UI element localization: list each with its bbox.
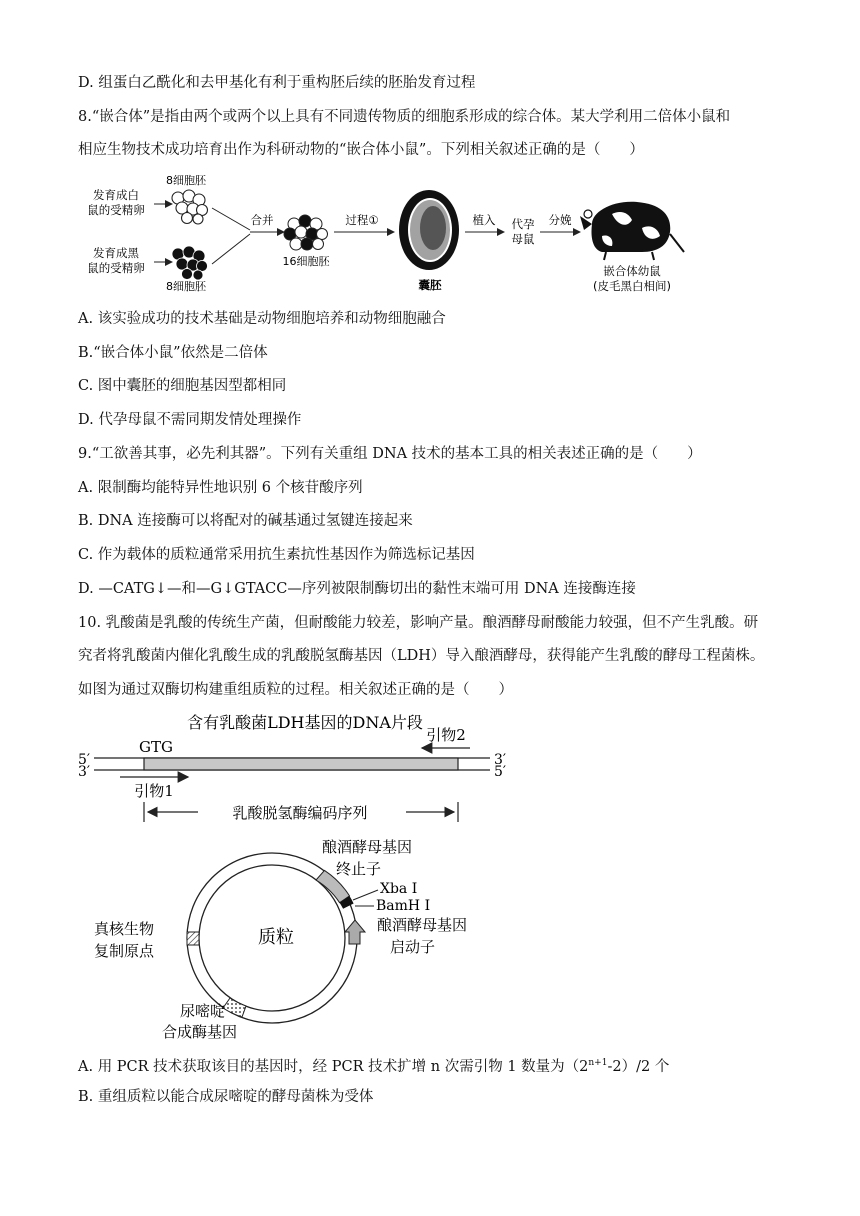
white-egg-label-2: 鼠的受精卵 bbox=[87, 203, 145, 217]
q9-option-c: C. 作为载体的质粒通常采用抗生素抗性基因作为筛选标记基因 bbox=[78, 547, 475, 563]
q7-option-d: D. 组蛋白乙酰化和去甲基化有利于重构胚后续的胚胎发育过程 bbox=[78, 75, 476, 91]
q9-option-b: B. DNA 连接酶可以将配对的碱基通过氢键连接起来 bbox=[78, 513, 413, 529]
process-1-label: 过程① bbox=[345, 213, 379, 227]
ura-label-2: 合成酶基因 bbox=[162, 1023, 238, 1041]
q10-option-b: B. 重组质粒以能合成尿嘧啶的酵母菌株为受体 bbox=[78, 1089, 374, 1105]
ori-label: 真核生物 bbox=[94, 920, 155, 938]
q8-option-c: C. 图中囊胚的细胞基因型都相同 bbox=[78, 378, 287, 394]
black-egg-label-2: 鼠的受精卵 bbox=[87, 261, 145, 275]
16-cell-embryo bbox=[284, 215, 328, 250]
birth-label: 分娩 bbox=[548, 213, 572, 227]
dna-fragment-title: 含有乳酸菌LDH基因的DNA片段 bbox=[187, 713, 423, 732]
white-8-cell-embryo bbox=[172, 190, 208, 224]
embryo-16-cell-label: 16细胞胚 bbox=[282, 255, 330, 268]
ori-label-2: 复制原点 bbox=[94, 942, 155, 960]
q8-option-a: A. 该实验成功的技术基础是动物细胞培养和动物细胞融合 bbox=[78, 311, 446, 327]
promoter-label: 酿酒酵母基因 bbox=[377, 916, 468, 934]
q10-stem-line1: 10. 乳酸菌是乳酸的传统生产菌，但耐酸能力较差，影响产量。酿酒酵母耐酸能力较强，但不产生乳酸。研 bbox=[78, 615, 759, 631]
q8-option-b: B.“嵌合体小鼠”依然是二倍体 bbox=[78, 345, 268, 361]
xba-i-label: Xba Ⅰ bbox=[380, 881, 418, 897]
surrogate-label-2: 母鼠 bbox=[511, 232, 535, 246]
q10-stem-line3: 如图为通过双酶切构建重组质粒的过程。相关叙述正确的是（ ） bbox=[78, 682, 513, 698]
terminator-label: 酿酒酵母基因 bbox=[322, 838, 413, 856]
chimera-mouse-diagram bbox=[72, 172, 692, 300]
embryo-8-cell-bottom-label: 8细胞胚 bbox=[166, 280, 206, 293]
q9-stem: 9.“工欲善其事，必先利其器”。下列有关重组 DNA 技术的基本工具的相关表述正确的是（ ） bbox=[78, 446, 702, 462]
black-8-cell-embryo bbox=[172, 246, 208, 280]
promoter-label-2: 启动子 bbox=[390, 938, 436, 956]
primer-2-label: 引物2 bbox=[426, 726, 466, 744]
chimera-pup-label-2: (皮毛黑白相间) bbox=[593, 279, 671, 293]
q10-option-a-exponent: n+1 bbox=[588, 1058, 608, 1068]
ura-label: 尿嘧啶 bbox=[180, 1002, 226, 1020]
primer-1-label: 引物1 bbox=[134, 782, 174, 800]
q9-option-a: A. 限制酶均能特异性地识别 6 个核苷酸序列 bbox=[78, 480, 363, 496]
plasmid-label: 质粒 bbox=[258, 927, 294, 948]
chimera-pup-label: 嵌合体幼鼠 bbox=[603, 264, 661, 278]
three-prime-bottom-left: 3′ bbox=[78, 764, 91, 780]
q8-stem-line2: 相应生物技术成功培育出作为科研动物的“嵌合体小鼠”。下列相关叙述正确的是（ ） bbox=[78, 142, 644, 158]
gtg-label: GTG bbox=[139, 738, 173, 756]
bamh-i-label: BamH Ⅰ bbox=[376, 898, 431, 914]
five-prime-bottom-right: 5′ bbox=[494, 764, 507, 780]
ori-segment bbox=[187, 932, 199, 945]
q10-stem-line2: 究者将乳酸菌内催化乳酸生成的乳酸脱氢酶基因（LDH）导入酿酒酵母，获得能产生乳酸的酵母工程菌株。 bbox=[78, 648, 765, 664]
q8-stem-line1: 8.“嵌合体”是指由两个或两个以上具有不同遗传物质的细胞系形成的综合体。某大学利用二倍体小鼠和 bbox=[78, 109, 731, 125]
black-egg-label: 发育成黑 bbox=[93, 246, 139, 260]
surrogate-label: 代孕 bbox=[511, 217, 535, 231]
recombinant-plasmid-diagram bbox=[70, 706, 530, 1042]
q10-option-a-text-end: -2）/2 个 bbox=[607, 1058, 670, 1075]
coding-sequence-label: 乳酸脱氢酶编码序列 bbox=[232, 804, 368, 822]
blastocyst-label: 囊胚 bbox=[418, 278, 442, 292]
five-prime-top: 5′ bbox=[78, 752, 91, 768]
q9-option-d: D. —CATG↓—和—G↓GTACC—序列被限制酶切出的黏性末端可用 DNA 连接酶连接 bbox=[78, 581, 636, 597]
white-egg-label: 发育成白 bbox=[93, 188, 139, 202]
merge-label: 合并 bbox=[250, 213, 274, 227]
terminator-label-2: 终止子 bbox=[336, 860, 382, 878]
ura-gene-segment bbox=[223, 998, 246, 1017]
three-prime-top-right: 3′ bbox=[494, 752, 507, 768]
embryo-8-cell-top-label: 8细胞胚 bbox=[166, 174, 206, 187]
q10-option-a-text: A. 用 PCR 技术获取该目的基因时，经 PCR 技术扩增 n 次需引物 1 数量为（2 bbox=[78, 1058, 589, 1075]
blastocyst bbox=[399, 190, 459, 270]
promoter-arrow bbox=[345, 920, 365, 944]
ldh-gene-segment bbox=[144, 758, 458, 770]
q8-option-d: D. 代孕母鼠不需同期发情处理操作 bbox=[78, 412, 302, 428]
q10-option-a bbox=[78, 1053, 669, 1077]
chimera-mouse-icon bbox=[580, 202, 684, 260]
implant-label: 植入 bbox=[472, 213, 496, 227]
